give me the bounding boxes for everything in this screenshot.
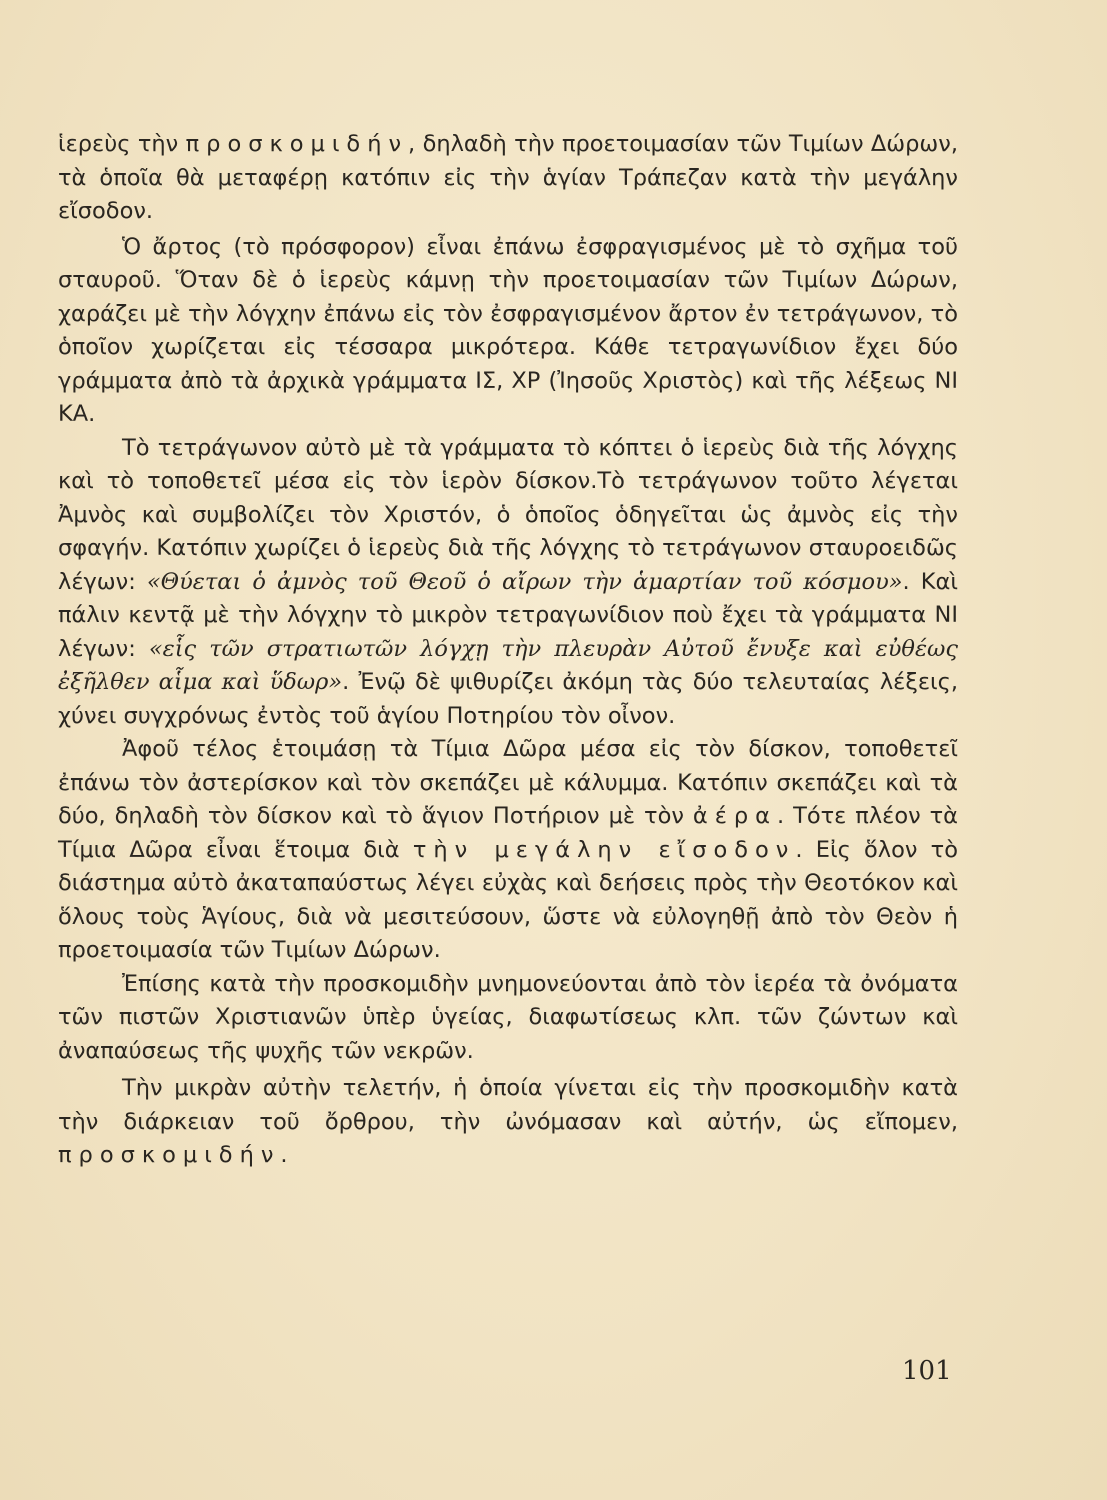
page-body [58,128,958,1173]
text-run: . Εἰς ὅλον τὸ διάστημα αὐτὸ ἀκαταπαύστως λέγει εὐχὰς καὶ δεήσεις πρὸς τὴν Θεοτόκον καὶ ὅλους τοὺς Ἁγίους, διὰ νὰ μεσιτεύσουν, ὥστε νὰ εὐλογηθῇ ἀπὸ τὸν Θεὸν ἡ προετοιμασία τῶν Τιμίων Δώρων. [58,836,958,963]
spaced-text-run: προσκομιδήν [58,1142,281,1168]
text-run: . [280,1142,288,1168]
italic-quote: «εἷς τῶν στρατιωτῶν λόγχῃ τὴν πλευρὰν Αὐτοῦ ἔνυξε καὶ εὐθέως ἐξῆλθεν αἷμα καὶ ὕδωρ» [58,635,958,695]
italic-quote: «Θύεται ὁ ἀμνὸς τοῦ Θεοῦ ὁ αἴρων τὴν ἁμαρτίαν τοῦ κόσμου» [146,568,903,595]
paragraph-2 [58,231,958,432]
spaced-text-run: ἀέρα [692,803,777,829]
text-run: . Ἐνῷ δὲ ψιθυρίζει ἀκόμη τὰς δύο τελευταίας λέξεις, χύνει συγχρόνως ἐντὸς τοῦ ἁγίου Ποτηρίου τὸν οἶνον. [58,669,958,729]
text-run: Τὴν μικρὰν αὐτὴν τελετήν, ἡ ὁποία γίνεται εἰς τὴν προσκομιδὴν κατὰ τὴν διάρκειαν τοῦ ὄρθρου, τὴν ὠνόμασαν καὶ αὐτήν, ὡς εἴπομεν, [58,1075,958,1135]
text-run: ἱερεὺς τὴν [58,131,186,157]
paragraph-4 [58,733,958,968]
paragraph-6 [58,1072,958,1173]
paragraph-3 [58,432,958,734]
paragraph-5 [58,968,958,1069]
spaced-text-run: τὴν μεγάλην εἴσοδον [412,836,796,863]
text-run: , δηλαδὴ τὴν προετοιμασίαν τῶν Τιμίων Δώρων, τὰ ὁποῖα θὰ μεταφέρῃ κατόπιν εἰς τὴν ἁγίαν Τράπεζαν κατὰ τὴν μεγάλην εἴσοδον. [58,131,958,224]
page-number: 101 [902,1356,952,1386]
text-run: Ὁ ἄρτος (τὸ πρόσφορον) εἶναι ἐπάνω ἐσφραγισμένος μὲ τὸ σχῆμα τοῦ σταυροῦ. Ὅταν δὲ ὁ ἱερεὺς κάμνῃ τὴν προετοιμασίαν τῶν Τιμίων Δώρων, χαράζει μὲ τὴν λόγχην ἐπάνω εἰς τὸν ἐσφραγισμένον ἄρτον ἐν τετράγωνον, τὸ ὁποῖον χωρίζεται εἰς τέσσαρα μικρότερα. Κάθε τετραγωνίδιον ἔχει δύο γράμματα ἀπὸ τὰ ἀρχικὰ γράμματα ΙΣ, ΧΡ (Ἰησοῦς Χριστὸς) καὶ τῆς λέξεως ΝΙ ΚΑ. [58,233,958,427]
text-run: Τὸ τετράγωνον αὐτὸ μὲ τὰ γράμματα τὸ κόπτει ὁ ἱερεὺς διὰ τῆς λόγχης καὶ τὸ τοποθετεῖ μέσα εἰς τὸν ἱερὸν δίσκον.Τὸ τετράγωνον τοῦτο λέγεται Ἀμνὸς καὶ συμβολίζει τὸν Χριστόν, ὁ ὁποῖος ὁδηγεῖται ὡς ἀμνὸς εἰς τὴν σφαγήν. Κατόπιν χωρίζει ὁ ἱερεὺς διὰ τῆς λόγχης τὸ τετράγωνον σταυροειδῶς λέγων: [58,434,958,595]
text-run: Ἀφοῦ τέλος ἑτοιμάσῃ τὰ Τίμια Δῶρα μέσα εἰς τὸν δίσκον, τοποθετεῖ ἐπάνω τὸν ἀστερίσκον καὶ τὸν σκεπάζει μὲ κάλυμμα. Κατόπιν σκεπάζει καὶ τὰ δύο, δηλαδὴ τὸν δίσκον καὶ τὸ ἅγιον Ποτήριον μὲ τὸν [58,736,958,829]
spaced-text-run: προσκομιδήν [185,131,409,157]
text-run: . Τότε πλέον τὰ Τίμια Δῶρα εἶναι ἕτοιμα διὰ [58,803,959,863]
text-run: . Καὶ πάλιν κεντᾷ μὲ τὴν λόγχην τὸ μικρὸν τετραγωνίδιον ποὺ ἔχει τὰ γράμματα ΝΙ λέγων: [58,568,958,662]
paragraph-1 [58,128,958,229]
text-run: Ἐπίσης κατὰ τὴν προσκομιδὴν μνημονεύονται ἀπὸ τὸν ἱερέα τὰ ὀνόματα τῶν πιστῶν Χριστιανῶν ὑπὲρ ὑγείας, διαφωτίσεως κλπ. τῶν ζώντων καὶ ἀναπαύσεως τῆς ψυχῆς τῶν νεκρῶν. [58,970,958,1064]
